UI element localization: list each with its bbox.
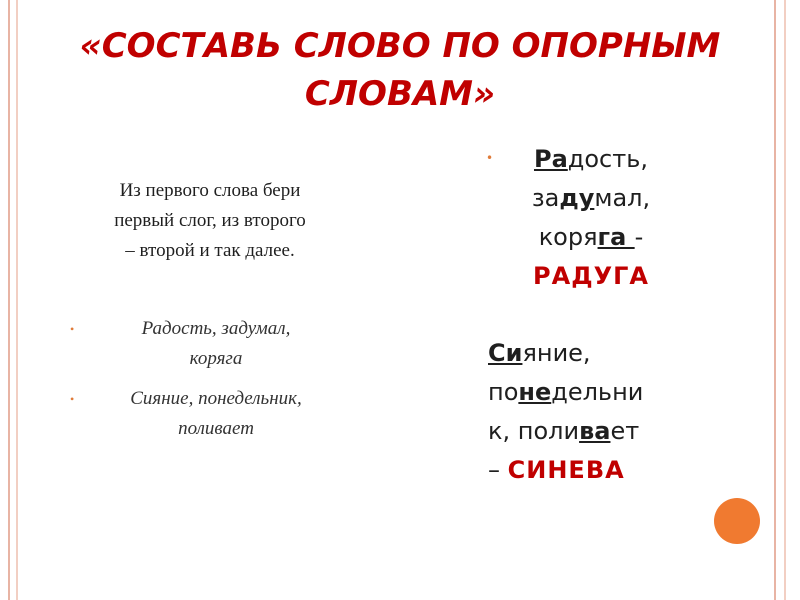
answer-2-syllable-1: Си: [488, 339, 523, 367]
title-line-1: «СОСТАВЬ СЛОВО ПО ОПОРНЫМ: [79, 26, 721, 66]
answer-1-syllable-3: га: [597, 223, 635, 251]
example-item-1: [70, 314, 350, 374]
example-2-line-2: поливает: [178, 418, 254, 439]
answer-2-word-2-rest: дельни: [551, 378, 644, 406]
answer-1-syllable-2: ду: [559, 184, 595, 212]
answer-2-syllable-3: ва: [579, 417, 611, 445]
instruction-line-2: первый слог, из второго: [114, 210, 306, 231]
instruction-line-3: – второй и так далее.: [125, 240, 295, 261]
answer-1-word-1: [486, 140, 696, 179]
answer-2-word-2: [488, 373, 696, 412]
answer-2-word-3-rest: ет: [610, 417, 640, 445]
instruction-line-1: Из первого слова бери: [119, 180, 301, 201]
answer-1-word-2-rest: мал,: [594, 184, 651, 212]
example-2-line-1: Сияние, понедельник,: [130, 388, 302, 409]
answer-1-word-2-pre: за: [531, 184, 560, 212]
example-1-line-1: Радость, задумал,: [141, 318, 291, 339]
answer-2-dash: –: [488, 456, 508, 484]
instruction-text: [60, 176, 360, 266]
orange-circle-decoration: [714, 498, 760, 544]
right-frame-line-inner: [774, 0, 776, 600]
answer-1-word-1-rest: дость,: [567, 145, 649, 173]
answer-2-syllable-2: не: [518, 378, 552, 406]
answer-1-word-2: [486, 179, 696, 218]
answer-1-word-3: [486, 218, 696, 257]
title-line-2: СЛОВАМ»: [304, 74, 496, 114]
answer-1-word-3-pre: коря: [538, 223, 598, 251]
answer-1-syllable-1: Ра: [533, 145, 568, 173]
answer-1-dash: -: [634, 223, 644, 251]
answer-2-word-1-rest: яние,: [522, 339, 591, 367]
answer-block-1: [486, 140, 696, 296]
answer-1-result: РАДУГА: [533, 262, 649, 290]
answer-block-2: [486, 334, 696, 490]
answer-2-word-2-pre: по: [488, 378, 519, 406]
answer-2-word-3: [488, 412, 696, 451]
bullet-icon: •: [70, 322, 75, 336]
answers-column: [486, 140, 696, 490]
left-frame-line: [8, 0, 10, 600]
left-frame-line-inner: [16, 0, 18, 600]
bullet-icon: •: [486, 151, 494, 165]
answer-2-word-3-pre: к, поли: [488, 417, 580, 445]
example-1-line-2: коряга: [189, 348, 243, 369]
answer-2-result: СИНЕВА: [507, 456, 625, 484]
answer-2-word-1: [488, 334, 696, 373]
example-item-2: [70, 384, 350, 444]
right-frame-line: [784, 0, 786, 600]
bullet-icon: •: [70, 392, 75, 406]
answer-2-result-line: [488, 451, 696, 490]
example-list: [70, 314, 350, 454]
